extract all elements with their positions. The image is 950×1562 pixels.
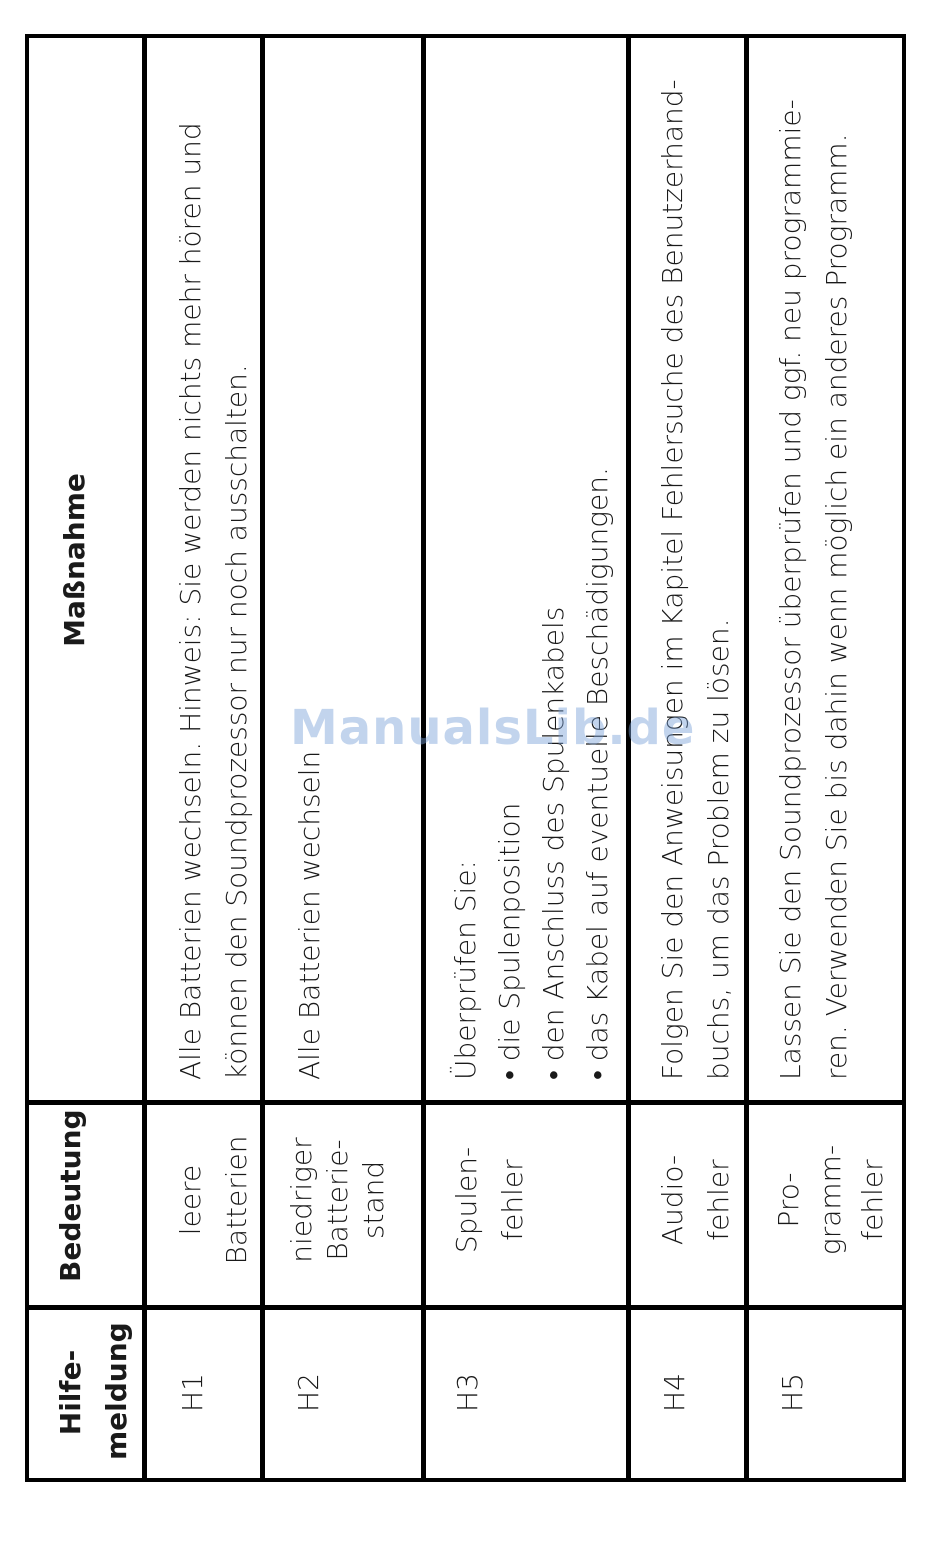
row-code-h5: H5	[776, 1373, 809, 1412]
row-meaning-h5: Pro- gramm- fehler	[772, 1144, 889, 1256]
row-action-h1: Alle Batterien wechseln. Hinweis: Sie werden nichts mehr hören und können den Soundprozessor nur noch ausschalten.	[174, 122, 253, 1080]
header-code: Hilfe- meldung	[54, 1322, 133, 1460]
row-action-h3: Überprüfen Sie: • die Spulenposition • den Anschluss des Spulenkabels • das Kabel auf eventuelle Beschädigungen.	[449, 467, 614, 1080]
column-divider	[25, 1100, 906, 1105]
row-divider	[744, 34, 749, 1482]
row-action-h2: Alle Batterien wechseln	[293, 750, 326, 1080]
row-code-h2: H2	[292, 1373, 325, 1412]
row-action-h4: Folgen Sie den Anweisungen im Kapitel Fehlersuche des Benutzerhand- buchs, um das Problem zu lösen.	[656, 79, 735, 1080]
row-divider	[142, 34, 147, 1482]
row-code-h1: H1	[176, 1373, 209, 1412]
row-action-h5: Lassen Sie den Soundprozessor überprüfen und ggf. neu programmie- ren. Verwenden Sie bis dahin wenn möglich ein anderes Programm.	[774, 99, 853, 1080]
row-meaning-h2: niedriger Batterie- stand	[285, 1137, 390, 1263]
row-meaning-h3: Spulen- fehler	[450, 1146, 529, 1254]
column-divider	[25, 1305, 906, 1310]
row-meaning-h4: Audio- fehler	[656, 1154, 735, 1246]
row-code-h3: H3	[451, 1373, 484, 1412]
header-meaning: Bedeutung	[54, 1109, 87, 1282]
row-divider	[421, 34, 426, 1482]
row-code-h4: H4	[658, 1373, 691, 1412]
row-meaning-h1: leere Batterien	[174, 1135, 253, 1265]
header-action: Maßnahme	[58, 473, 91, 647]
row-divider	[626, 34, 631, 1482]
row-divider	[260, 34, 265, 1482]
watermark: ManualsLib.de	[290, 700, 696, 756]
